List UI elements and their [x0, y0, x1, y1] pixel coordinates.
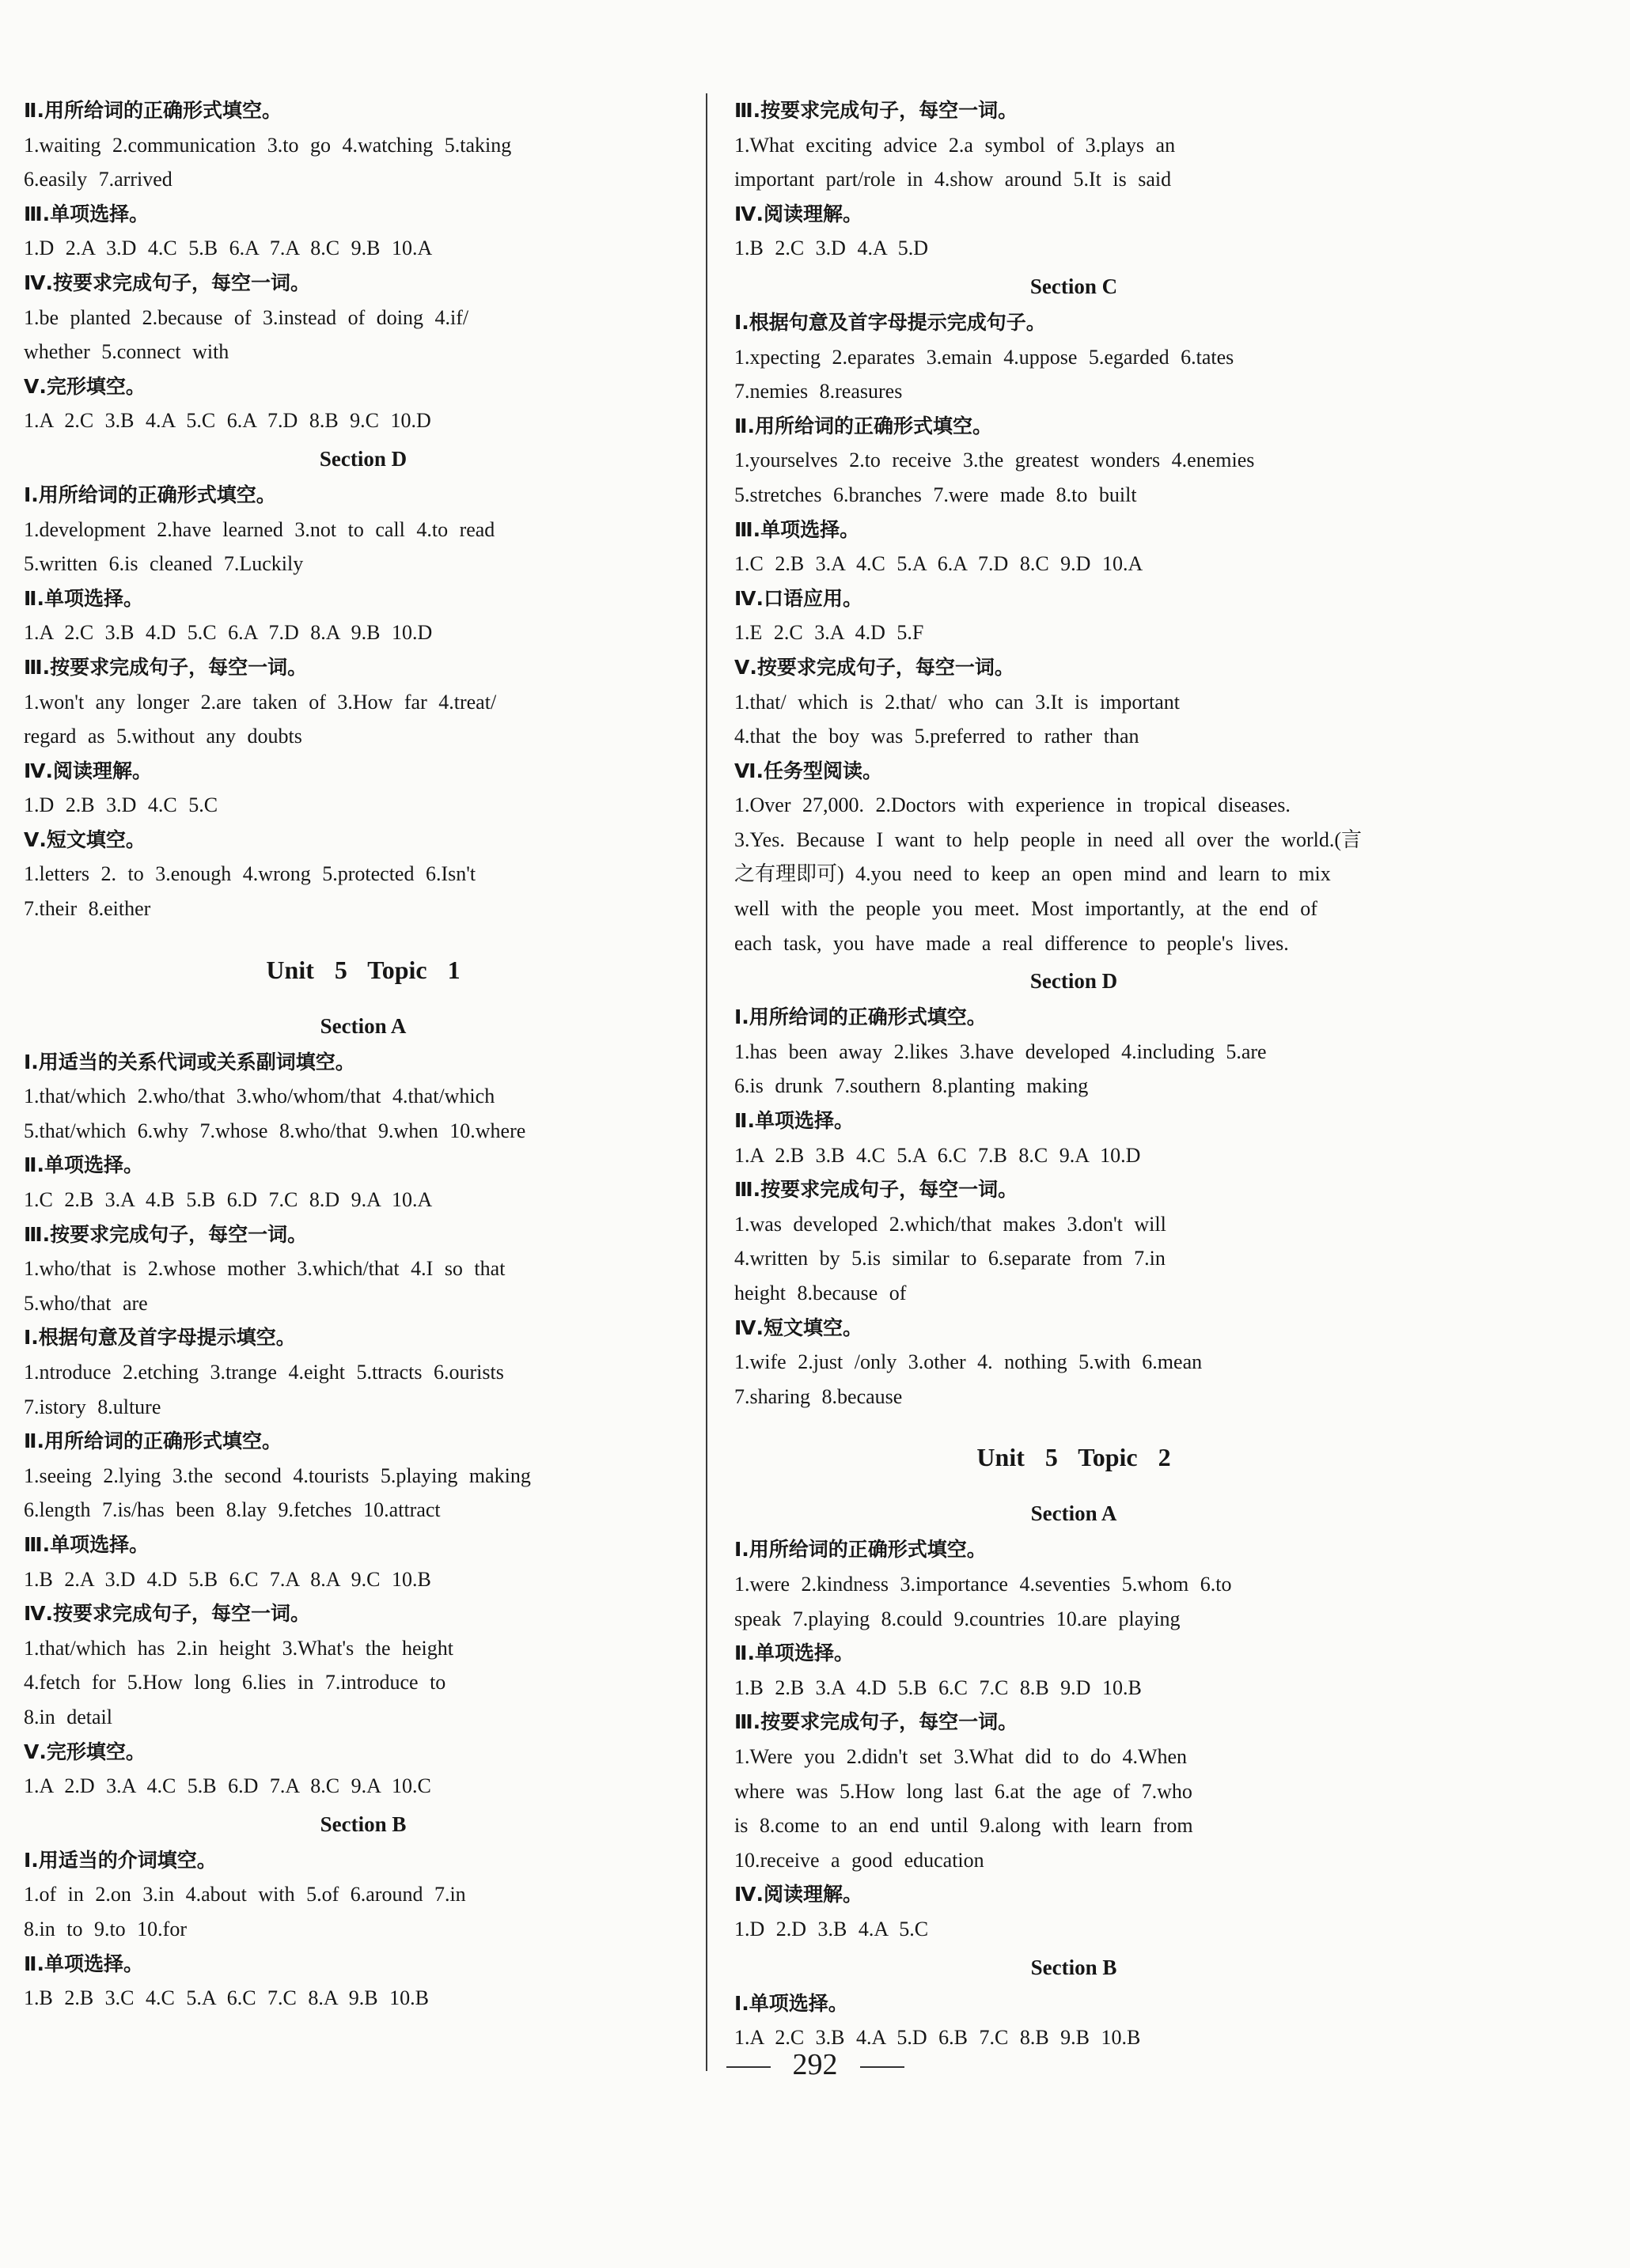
exercise-heading: Ⅱ.用所给词的正确形式填空。 [734, 414, 992, 437]
answer-line: 1.D 2.D 3.B 4.A 5.C [734, 1917, 929, 1940]
answer-line: 1.be planted 2.because of 3.instead of doing 4.if/ [24, 305, 469, 329]
exercise-heading: Ⅱ.用所给词的正确形式填空。 [24, 99, 282, 122]
exercise-heading: Ⅴ.完形填空。 [24, 1740, 146, 1763]
exercise-heading: Ⅲ.按要求完成句子，每空一词。 [734, 1178, 1018, 1202]
answer-line: 6.is drunk 7.southern 8.planting making [734, 1074, 1089, 1098]
exercise-heading: Ⅰ.用适当的关系代词或关系副词填空。 [24, 1050, 355, 1073]
exercise-heading: Ⅱ.单项选择。 [734, 1109, 854, 1133]
page-number [0, 2047, 1630, 2082]
exercise-heading: Ⅲ.单项选择。 [24, 202, 150, 225]
unit-title: Unit 5 Topic 2 [976, 1443, 1171, 1472]
answer-line: each task, you have made a real difference to people's lives. [734, 931, 1289, 955]
answer-line: height 8.because of [734, 1282, 907, 1304]
answer-line: 1.ntroduce 2.etching 3.trange 4.eight 5.ttracts 6.ourists [24, 1361, 504, 1384]
answer-line: 之有理即可) 4.you need to keep an open mind and learn to mix [734, 862, 1331, 886]
section-title: Section D [1029, 969, 1118, 994]
answer-line: 1.E 2.C 3.A 4.D 5.F [734, 621, 924, 645]
answer-line: 1.B 2.A 3.D 4.D 5.B 6.C 7.A 8.A 9.C 10.B [24, 1567, 431, 1591]
answer-line: 1.A 2.C 3.B 4.A 5.C 6.A 7.D 8.B 9.C 10.D [24, 409, 431, 433]
answer-line: 8.in detail [24, 1705, 112, 1728]
exercise-heading: Ⅴ.按要求完成句子，每空一词。 [734, 655, 1014, 679]
exercise-heading: Ⅰ.用所给词的正确形式填空。 [734, 1538, 987, 1562]
exercise-heading: Ⅰ.单项选择。 [734, 1991, 848, 2015]
answer-line: important part/role in 4.show around 5.It is said [734, 168, 1172, 191]
answer-line: 1.of in 2.on 3.in 4.about with 5.of 6.around 7.in [24, 1883, 466, 1906]
answer-line: 1.A 2.D 3.A 4.C 5.B 6.D 7.A 8.C 9.A 10.C [24, 1774, 431, 1798]
answer-line: 1.has been away 2.likes 3.have developed 4.including 5.are [734, 1039, 1267, 1063]
exercise-heading: Ⅱ.单项选择。 [24, 586, 143, 610]
answer-line: well with the people you meet. Most importantly, at the end of [734, 897, 1317, 921]
exercise-heading: Ⅳ.阅读理解。 [24, 759, 152, 782]
answer-line: 1.B 2.B 3.A 4.D 5.B 6.C 7.C 8.B 9.D 10.B [734, 1675, 1142, 1699]
answer-line: 5.that/which 6.why 7.whose 8.who/that 9.when 10.where [24, 1119, 526, 1142]
answer-line: 1.Were you 2.didn't set 3.What did to do 4.When [734, 1744, 1188, 1768]
page-number-dash-right [860, 2066, 904, 2068]
answer-line: 3.Yes. Because I want to help people in need all over the world.(言 [734, 827, 1363, 851]
exercise-heading: Ⅲ.按要求完成句子，每空一词。 [24, 1222, 308, 1246]
answer-line: 7.istory 8.ulture [24, 1395, 161, 1418]
answer-line: 1.What exciting advice 2.a symbol of 3.plays an [734, 133, 1176, 157]
answer-line: 1.who/that is 2.whose mother 3.which/that 4.I so that [24, 1257, 506, 1281]
exercise-heading: Ⅰ.用所给词的正确形式填空。 [24, 483, 276, 506]
answer-line: 1.yourselves 2.to receive 3.the greatest wonders 4.enemies [734, 449, 1255, 472]
answer-line: 7.their 8.either [24, 897, 151, 921]
exercise-heading: Ⅰ.根据句意及首字母提示填空。 [24, 1326, 296, 1350]
answer-line: 1.waiting 2.communication 3.to go 4.watching 5.taking [24, 133, 512, 157]
exercise-heading: Ⅳ.按要求完成句子，每空一词。 [24, 1602, 310, 1626]
column-divider [706, 93, 707, 2071]
answer-line: 4.that the boy was 5.preferred to rather than [734, 725, 1139, 748]
exercise-heading: Ⅰ.根据句意及首字母提示完成句子。 [734, 310, 1046, 334]
answer-line: 1.B 2.B 3.C 4.C 5.A 6.C 7.C 8.A 9.B 10.B [24, 1986, 429, 2010]
answer-line: speak 7.playing 8.could 9.countries 10.are playing [734, 1607, 1181, 1630]
exercise-heading: Ⅳ.口语应用。 [734, 586, 862, 610]
exercise-heading: Ⅲ.按要求完成句子，每空一词。 [734, 99, 1018, 122]
answer-line: is 8.come to an end until 9.along with learn from [734, 1814, 1193, 1838]
answer-line: 7.nemies 8.reasures [734, 380, 903, 403]
section-title: Section B [320, 1812, 407, 1836]
answer-line: regard as 5.without any doubts [24, 725, 302, 748]
answer-line: 1.that/which 2.who/that 3.who/whom/that 4.that/which [24, 1085, 495, 1108]
answer-line: 1.was developed 2.which/that makes 3.don't will [734, 1212, 1166, 1236]
exercise-heading: Ⅲ.按要求完成句子，每空一词。 [734, 1710, 1018, 1734]
answer-line: 1.B 2.C 3.D 4.A 5.D [734, 237, 929, 260]
answer-line: 1.A 2.B 3.B 4.C 5.A 6.C 7.B 8.C 9.A 10.D [734, 1143, 1141, 1167]
exercise-heading: Ⅳ.阅读理解。 [734, 1883, 862, 1906]
answer-line: 1.D 2.A 3.D 4.C 5.B 6.A 7.A 8.C 9.B 10.A [24, 237, 433, 260]
answer-line: 6.length 7.is/has been 8.lay 9.fetches 10.attract [24, 1498, 441, 1522]
answer-line: 1.C 2.B 3.A 4.B 5.B 6.D 7.C 8.D 9.A 10.A [24, 1188, 433, 1212]
answer-line: 5.who/that are [24, 1291, 148, 1315]
answer-line: 10.receive a good education [734, 1848, 984, 1872]
answer-line: 1.xpecting 2.eparates 3.emain 4.uppose 5.egarded 6.tates [734, 345, 1234, 369]
exercise-heading: Ⅰ.用适当的介词填空。 [24, 1848, 217, 1872]
answer-line: 1.that/ which is 2.that/ who can 3.It is important [734, 690, 1180, 714]
answer-line: where was 5.How long last 6.at the age of 7.who [734, 1779, 1192, 1803]
answer-line: whether 5.connect with [24, 340, 229, 364]
answer-line: 4.written by 5.is similar to 6.separate from 7.in [734, 1247, 1166, 1270]
section-title: Section B [1030, 1955, 1117, 1979]
answer-line: 8.in to 9.to 10.for [24, 1917, 187, 1940]
section-title: Section A [320, 1013, 407, 1038]
section-title: Section C [1029, 274, 1118, 298]
exercise-heading: Ⅳ.按要求完成句子，每空一词。 [24, 271, 310, 294]
answer-line: 1.A 2.C 3.B 4.A 5.D 6.B 7.C 8.B 9.B 10.B [734, 2026, 1141, 2050]
answer-line: 1.D 2.B 3.D 4.C 5.C [24, 793, 218, 817]
answer-line: 1.C 2.B 3.A 4.C 5.A 6.A 7.D 8.C 9.D 10.A [734, 552, 1143, 576]
answer-line: 1.that/which has 2.in height 3.What's the height [24, 1636, 453, 1660]
exercise-heading: Ⅵ.任务型阅读。 [734, 759, 882, 782]
page-number-text: 292 [792, 2048, 838, 2081]
left-column [24, 93, 703, 2016]
exercise-heading: Ⅴ.完形填空。 [24, 374, 146, 398]
exercise-heading: Ⅰ.用所给词的正确形式填空。 [734, 1005, 987, 1029]
exercise-heading: Ⅱ.用所给词的正确形式填空。 [24, 1429, 282, 1453]
answer-line: 6.easily 7.arrived [24, 168, 172, 191]
answer-line: 1.wife 2.just /only 3.other 4. nothing 5.with 6.mean [734, 1350, 1203, 1374]
exercise-heading: Ⅱ.单项选择。 [24, 1153, 143, 1177]
exercise-heading: Ⅲ.单项选择。 [24, 1532, 150, 1556]
answer-line: 1.seeing 2.lying 3.the second 4.tourists 5.playing making [24, 1463, 531, 1487]
right-column [734, 93, 1413, 2055]
exercise-heading: Ⅱ.单项选择。 [734, 1641, 854, 1665]
answer-line: 5.written 6.is cleaned 7.Luckily [24, 552, 304, 576]
exercise-heading: Ⅲ.单项选择。 [734, 517, 860, 541]
section-title: Section D [319, 446, 408, 471]
answer-line: 5.stretches 6.branches 7.were made 8.to built [734, 483, 1137, 506]
answer-line: 4.fetch for 5.How long 6.lies in 7.introduce to [24, 1671, 446, 1694]
page-number-dash-left [726, 2066, 771, 2068]
section-title: Section A [1030, 1501, 1117, 1526]
exercise-heading: Ⅳ.短文填空。 [734, 1316, 862, 1339]
exercise-heading: Ⅲ.按要求完成句子，每空一词。 [24, 655, 308, 679]
answer-line: 1.development 2.have learned 3.not to call 4.to read [24, 517, 495, 541]
exercise-heading: Ⅳ.阅读理解。 [734, 202, 862, 225]
unit-title: Unit 5 Topic 1 [266, 955, 461, 984]
answer-line: 1.won't any longer 2.are taken of 3.How far 4.treat/ [24, 690, 497, 714]
exercise-heading: Ⅱ.单项选择。 [24, 1952, 143, 1975]
answer-line: 1.were 2.kindness 3.importance 4.seventies 5.whom 6.to [734, 1572, 1232, 1596]
answer-line: 1.letters 2. to 3.enough 4.wrong 5.protected 6.Isn't [24, 862, 476, 886]
answer-line: 1.Over 27,000. 2.Doctors with experience in tropical diseases. [734, 793, 1291, 817]
exercise-heading: Ⅴ.短文填空。 [24, 827, 146, 851]
answer-line: 7.sharing 8.because [734, 1384, 903, 1408]
answer-line: 1.A 2.C 3.B 4.D 5.C 6.A 7.D 8.A 9.B 10.D [24, 621, 433, 645]
